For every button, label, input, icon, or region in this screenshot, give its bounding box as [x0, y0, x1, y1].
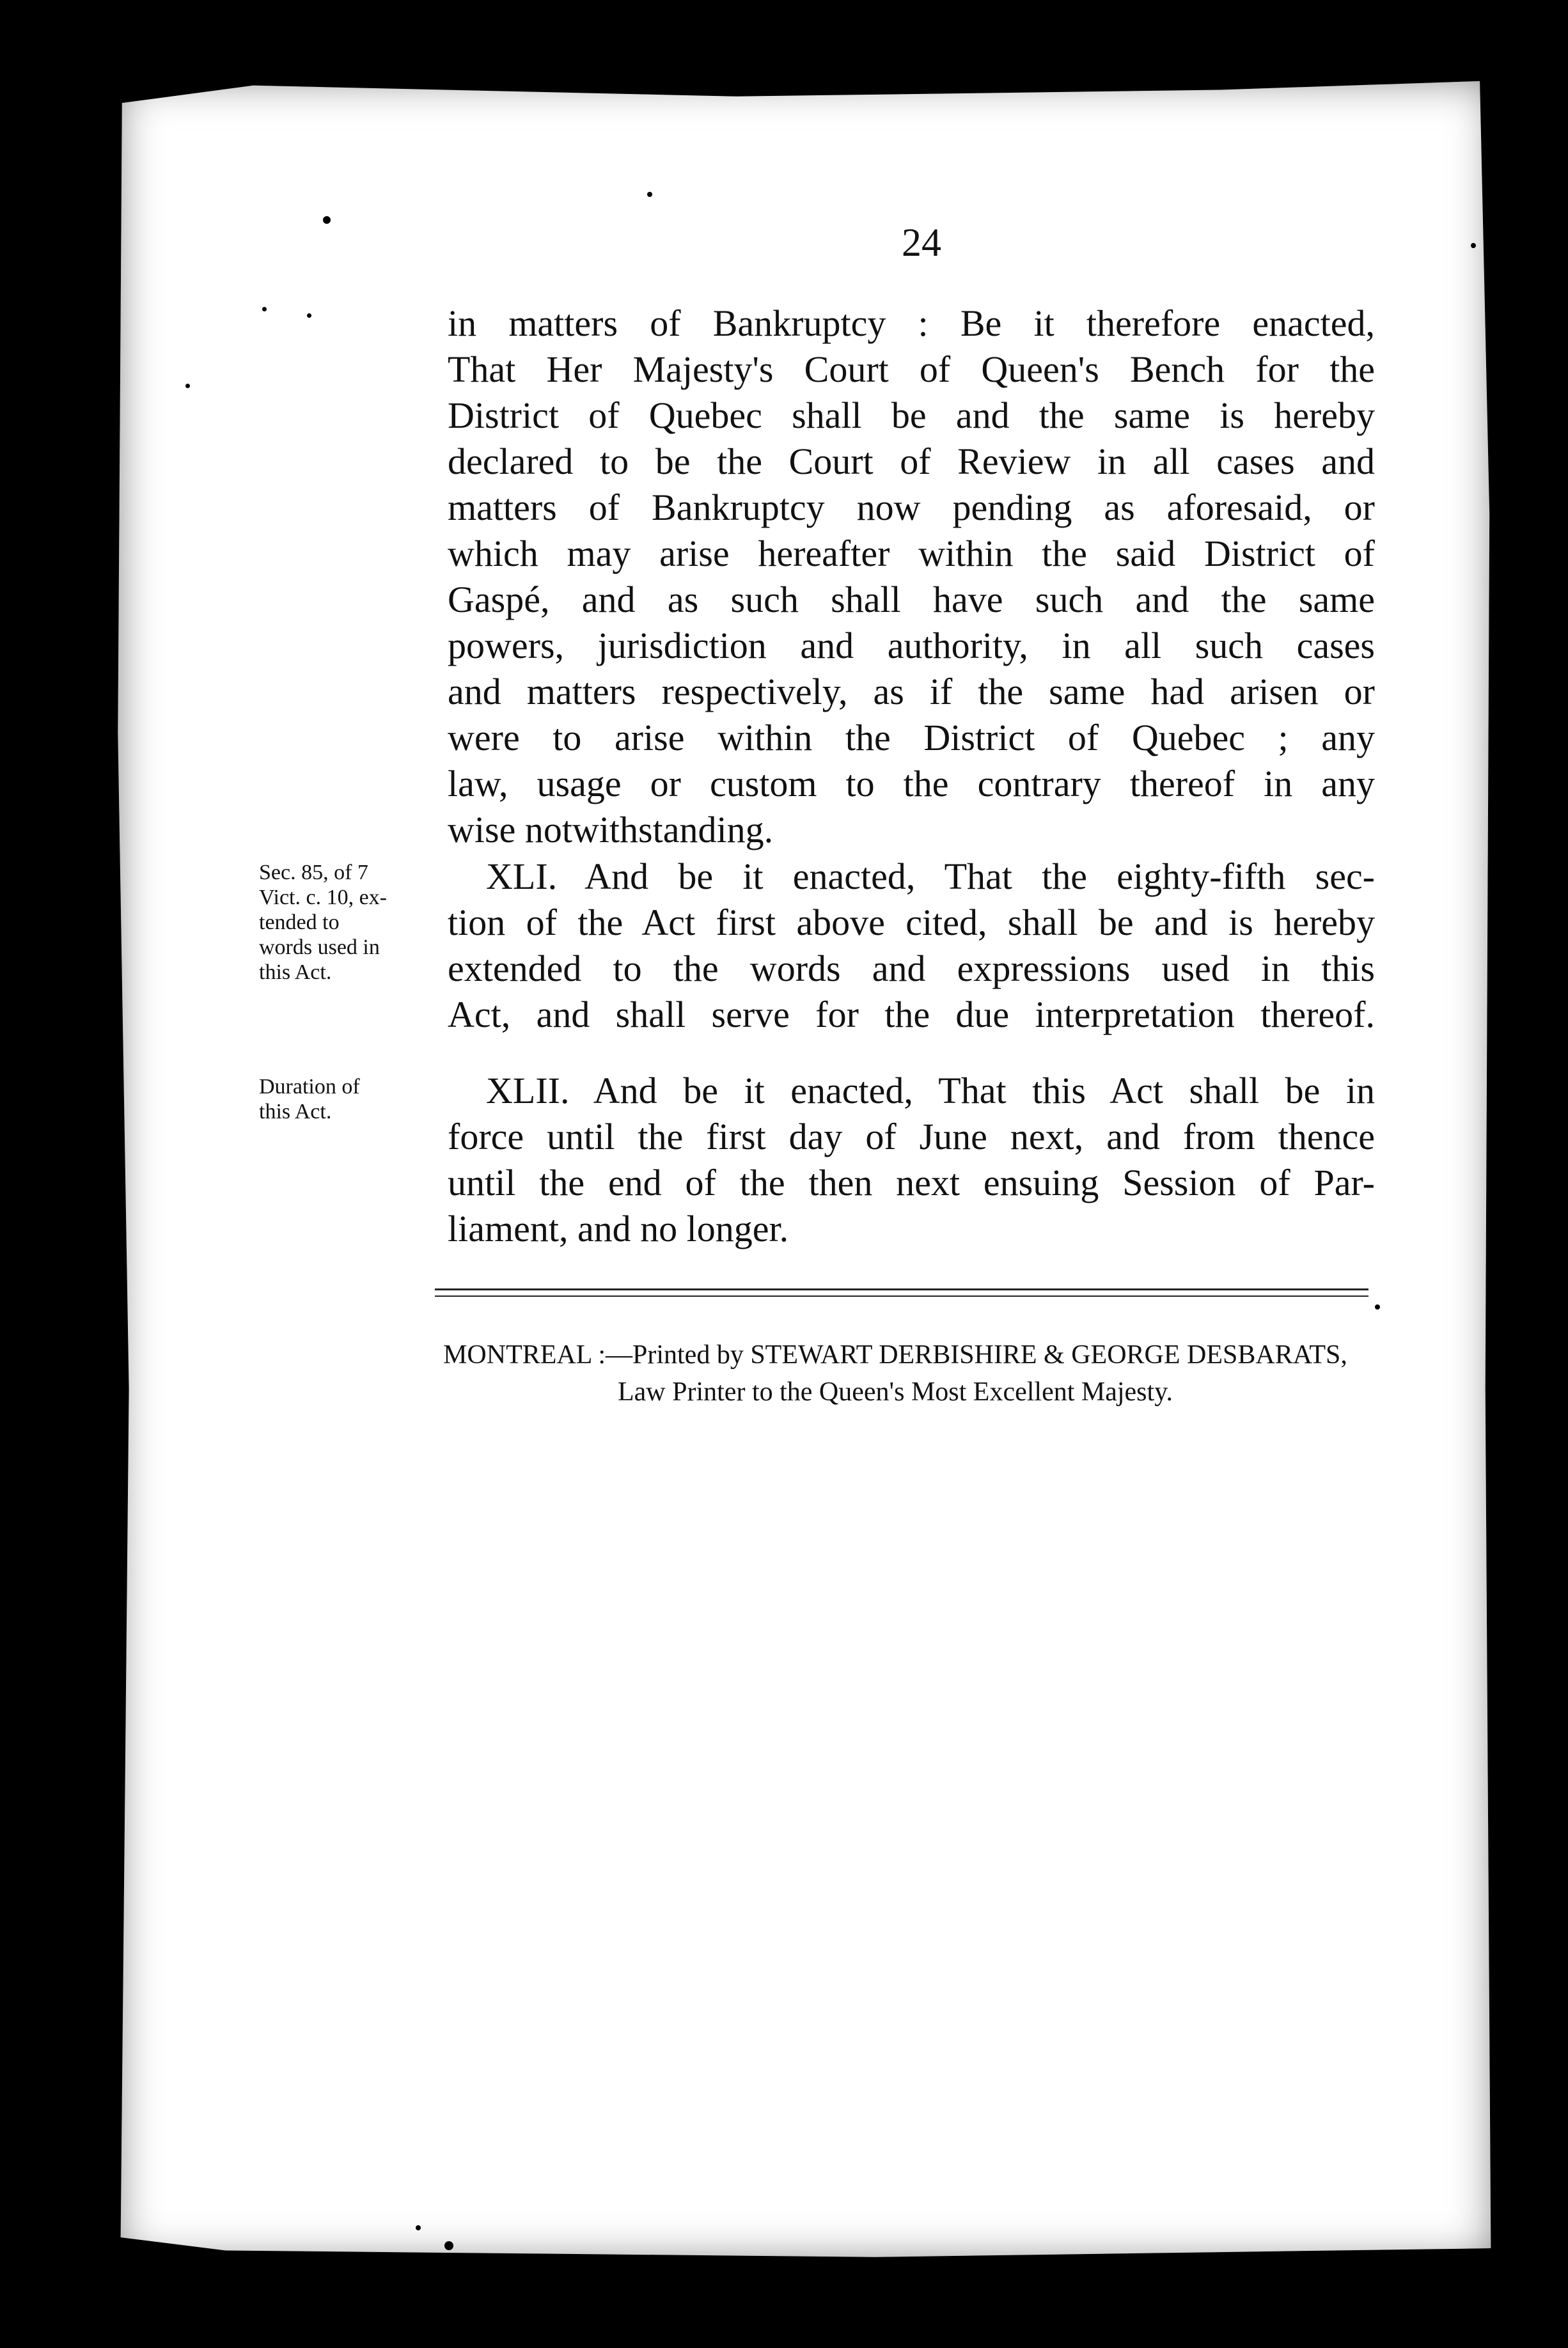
text-line: extended to the words and expressions used in this: [448, 948, 1375, 989]
text-line: force until the first day of June next, and from thence: [448, 1116, 1375, 1157]
margin-note-line: this Act.: [259, 1100, 332, 1123]
text-line: wise notwithstanding.: [448, 809, 774, 850]
scan-speck: [323, 216, 331, 224]
margin-note-line: Duration of: [259, 1075, 360, 1099]
scan-speck: [262, 307, 267, 311]
text-line: XLII. And be it enacted, That this Act shall be in: [486, 1070, 1375, 1111]
text-line: That Her Majesty's Court of Queen's Bench for the: [448, 348, 1375, 390]
scan-speck: [416, 2225, 421, 2230]
text-line: XLI. And be it enacted, That the eighty-fifth sec-: [486, 856, 1375, 897]
margin-note-line: tended to: [259, 911, 340, 934]
text-line: District of Quebec shall be and the same is hereby: [448, 395, 1375, 436]
end-rule-thin: [435, 1295, 1368, 1297]
scan-speck: [647, 192, 652, 197]
page-number: 24: [902, 221, 941, 265]
text-line: Act, and shall serve for the due interpretation thereof.: [448, 994, 1375, 1035]
text-line: declared to be the Court of Review in all cases and: [448, 441, 1375, 482]
text-line: were to arise within the District of Quebec ; any: [448, 717, 1375, 758]
text-line: liament, and no longer.: [448, 1208, 789, 1249]
imprint-line: MONTREAL :—Printed by STEWART DERBISHIRE & GEORGE DESBARATS,: [443, 1340, 1347, 1370]
text-line: until the end of the then next ensuing Session of Par-: [448, 1162, 1375, 1203]
text-line: tion of the Act first above cited, shall be and is hereby: [448, 902, 1375, 943]
text-line: Gaspé, and as such shall have such and the same: [448, 579, 1375, 620]
text-line: powers, jurisdiction and authority, in all such cases: [448, 625, 1375, 666]
scan-speck: [1375, 1304, 1380, 1310]
scan-speck: [1471, 243, 1476, 248]
imprint-line: Law Printer to the Queen's Most Excellent Majesty.: [618, 1377, 1173, 1407]
scan-speck: [307, 313, 311, 318]
margin-note-line: Vict. c. 10, ex-: [259, 886, 387, 909]
printer-imprint: [396, 1336, 1394, 1411]
end-rule: [435, 1288, 1368, 1290]
continuation-paragraph: [448, 301, 1375, 853]
text-line: in matters of Bankruptcy : Be it therefore enacted,: [448, 302, 1375, 344]
text-line: which may arise hereafter within the said District of: [448, 533, 1375, 574]
text-line: and matters respectively, as if the same had arisen or: [448, 671, 1375, 712]
margin-note-line: Sec. 85, of 7: [259, 861, 368, 884]
scan-speck: [444, 2241, 453, 2250]
section-42-paragraph: [448, 1068, 1375, 1252]
text-line: matters of Bankruptcy now pending as aforesaid, or: [448, 487, 1375, 528]
margin-note-line: this Act.: [259, 960, 332, 984]
text-line: law, usage or custom to the contrary thereof in any: [448, 763, 1375, 804]
margin-note-line: words used in: [259, 935, 380, 959]
scan-speck: [185, 384, 190, 388]
section-41-paragraph: [448, 854, 1375, 1038]
margin-note-section-41: [259, 860, 444, 985]
margin-note-section-42: [259, 1074, 444, 1124]
